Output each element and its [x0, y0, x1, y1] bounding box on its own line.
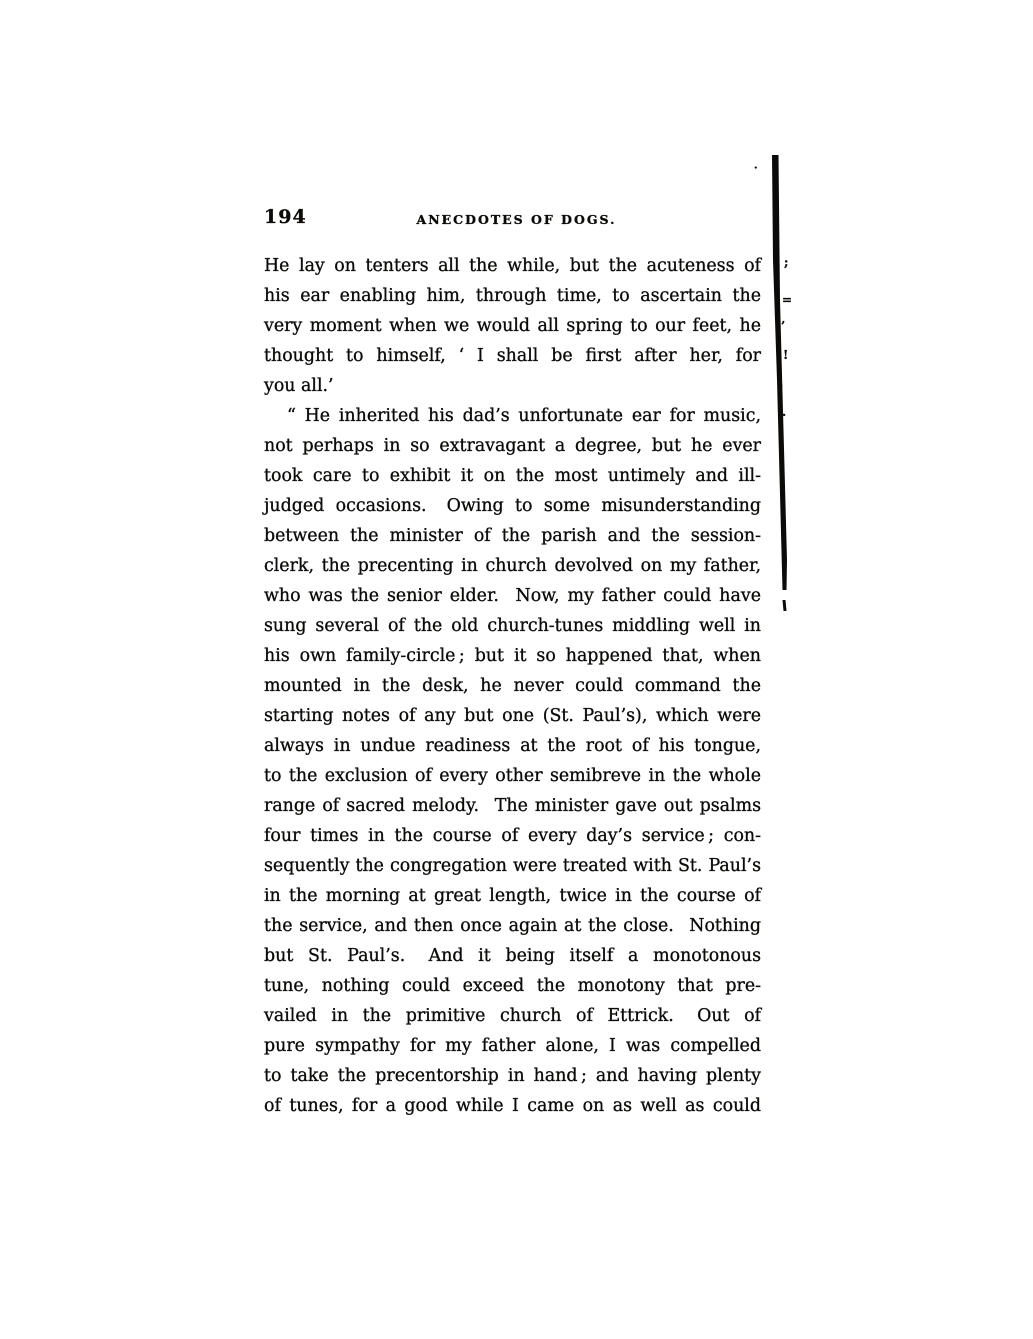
- scan-artifact: =: [782, 293, 793, 307]
- scan-artifact: ·: [754, 163, 758, 174]
- text-line: He lay on tenters all the while, but the acuteness of: [264, 256, 761, 276]
- text-line: four times in the course of every day’s service ; con-: [264, 826, 761, 846]
- text-line: sung several of the old church-tunes middling well in: [264, 616, 761, 636]
- text-line: in the morning at great length, twice in the course of: [264, 886, 761, 906]
- text-line: sequently the congregation were treated with St. Paul’s: [264, 856, 761, 876]
- text-line: of tunes, for a good while I came on as well as could: [264, 1096, 761, 1116]
- text-line: between the minister of the parish and the session-: [264, 526, 761, 546]
- text-line: very moment when we would all spring to our feet, he: [264, 316, 761, 336]
- text-line: but St. Paul’s. And it being itself a monotonous: [264, 946, 761, 966]
- text-line: tune, nothing could exceed the monotony that pre-: [264, 976, 761, 996]
- text-line: “ He inherited his dad’s unfortunate ear for music,: [287, 406, 761, 426]
- text-line: who was the senior elder. Now, my father could have: [264, 586, 761, 606]
- running-title: ANECDOTES OF DOGS.: [416, 212, 617, 227]
- page-number: 194: [264, 206, 307, 228]
- text-line: range of sacred melody. The minister gave out psalms: [264, 796, 761, 816]
- scan-artifact: ’: [781, 319, 786, 333]
- text-line: mounted in the desk, he never could command the: [264, 676, 761, 696]
- text-line: you all.’: [264, 376, 334, 396]
- text-line: not perhaps in so extravagant a degree, but he ever: [264, 436, 761, 456]
- text-line: his own family-circle ; but it so happened that, when: [264, 646, 761, 666]
- scan-artifact: ;: [784, 255, 789, 269]
- scan-artifact: ’: [779, 383, 784, 397]
- text-line: thought to himself, ‘ I shall be first after her, for: [264, 346, 761, 366]
- text-line: judged occasions. Owing to some misunderstanding: [264, 496, 761, 516]
- scan-artifact: .: [782, 405, 787, 419]
- text-line: pure sympathy for my father alone, I was compelled: [264, 1036, 761, 1056]
- scan-artifact: !: [783, 348, 789, 362]
- text-line: clerk, the precenting in church devolved on my father,: [264, 556, 761, 576]
- text-line: took care to exhibit it on the most untimely and ill-: [264, 466, 761, 486]
- text-line: to take the precentorship in hand ; and having plenty: [264, 1066, 761, 1086]
- text-line: his ear enabling him, through time, to ascertain the: [264, 286, 761, 306]
- text-line: starting notes of any but one (St. Paul’s), which were: [264, 706, 761, 726]
- text-line: vailed in the primitive church of Ettrick. Out of: [264, 1006, 761, 1026]
- text-line: always in undue readiness at the root of his tongue,: [264, 736, 761, 756]
- text-line: the service, and then once again at the close. Nothing: [264, 916, 761, 936]
- text-line: to the exclusion of every other semibreve in the whole: [264, 766, 761, 786]
